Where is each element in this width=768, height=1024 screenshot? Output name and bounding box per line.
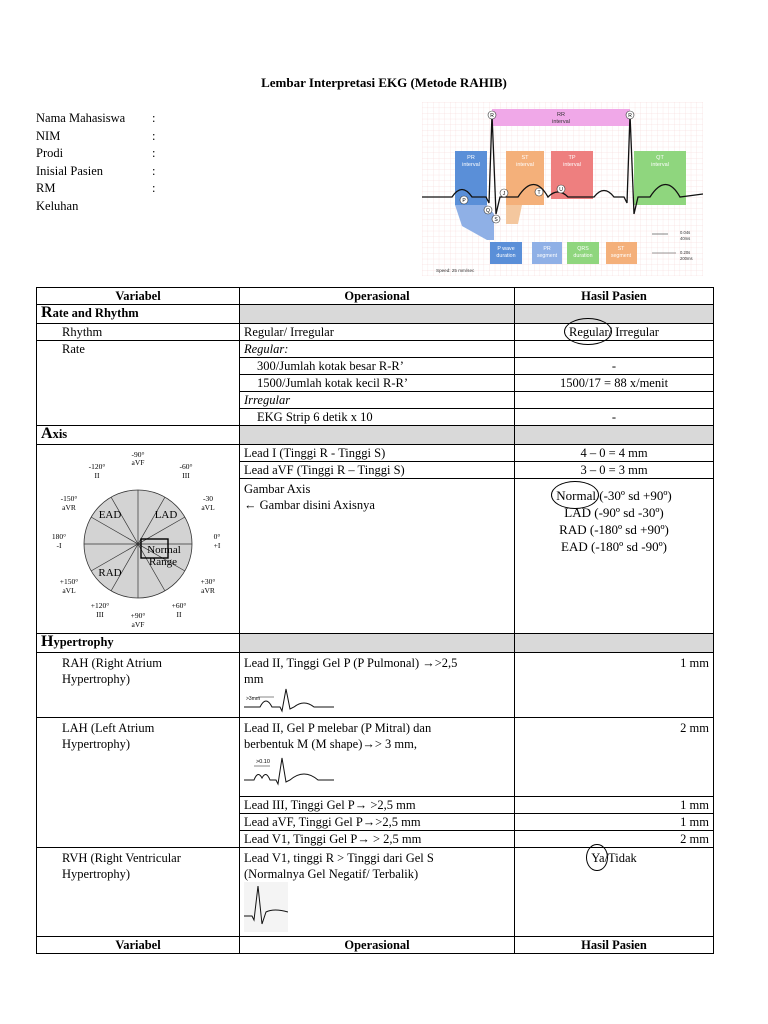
operational-cell bbox=[240, 848, 515, 937]
axis-tick-label: -90° bbox=[131, 450, 145, 459]
axis-tick-label: +120° bbox=[90, 601, 110, 610]
p-wave-label-2: duration bbox=[496, 253, 516, 259]
operational-cell bbox=[240, 653, 515, 718]
hexaxial-diagram bbox=[37, 445, 240, 629]
axis-tick-label: aVL bbox=[62, 586, 76, 595]
result-cell: - bbox=[515, 358, 714, 375]
axis-tick-label: +60° bbox=[171, 601, 187, 610]
operational-text: ← Gambar disini Axisnya bbox=[244, 498, 375, 512]
axis-tick-label: 0° bbox=[213, 532, 221, 541]
variable-line: Hypertrophy) bbox=[62, 672, 131, 686]
table-row bbox=[37, 653, 714, 718]
section-rest: xis bbox=[52, 427, 68, 441]
identity-label: Nama Mahasiswa bbox=[36, 111, 126, 125]
pr-label: PR bbox=[467, 155, 475, 161]
axis-tick-label: -60° bbox=[179, 462, 193, 471]
circled-answer: Ya bbox=[591, 851, 605, 865]
result-cell: 2 mm bbox=[515, 831, 714, 848]
result-text: /Tidak bbox=[604, 851, 637, 865]
result-line: RAD (-180º sd +90º) bbox=[559, 522, 669, 537]
u-wave-letter: U bbox=[559, 187, 563, 193]
circled-answer: Normal bbox=[556, 488, 596, 503]
result-line: EAD (-180º sd -90º) bbox=[561, 539, 667, 554]
operational-text: Lead V1, Tinggi Gel P→ > 2,5 mm bbox=[240, 831, 515, 848]
operational-text: Lead aVF (Tinggi R – Tinggi S) bbox=[240, 462, 515, 479]
axis-result-cell bbox=[515, 479, 714, 634]
t-wave-letter: T bbox=[537, 190, 541, 196]
result-text: (-30º sd +90º) bbox=[596, 488, 672, 503]
quadrant-label: RAD bbox=[98, 567, 122, 579]
variable-label bbox=[37, 718, 240, 848]
r-wave-label: R bbox=[490, 113, 494, 119]
pr-segment-label-2: segment bbox=[536, 253, 558, 259]
r-wave-label: R bbox=[628, 113, 632, 119]
section-title bbox=[37, 426, 240, 445]
quadrant-label: Range bbox=[148, 556, 178, 568]
result-cell: 1 mm bbox=[515, 653, 714, 718]
identity-colon: : bbox=[152, 146, 156, 160]
identity-colon: : bbox=[152, 163, 156, 178]
identity-row bbox=[36, 110, 164, 128]
section-cell bbox=[515, 426, 714, 445]
section-title bbox=[37, 634, 240, 653]
qt-label: QT bbox=[656, 155, 664, 161]
section-initial: R bbox=[41, 304, 53, 321]
section-rate-rhythm bbox=[37, 305, 714, 324]
result-line bbox=[519, 487, 709, 504]
section-hypertrophy bbox=[37, 634, 714, 653]
axis-tick-label: +I bbox=[213, 541, 221, 550]
result-cell: 4 – 0 = 4 mm bbox=[515, 445, 714, 462]
quadrant-label: LAD bbox=[154, 509, 178, 521]
result-cell: 1 mm bbox=[515, 797, 714, 814]
operational-text: Regular: bbox=[240, 341, 515, 358]
operational-cell bbox=[240, 718, 515, 797]
p-pulmonal-figure bbox=[244, 687, 334, 713]
variable-line: RVH (Right Ventricular bbox=[62, 851, 181, 865]
axis-tick-label: +150° bbox=[59, 577, 79, 586]
column-header: Operasional bbox=[240, 288, 515, 305]
quadrant-label: Normal bbox=[147, 544, 181, 556]
p-wave-label: P wave bbox=[497, 246, 515, 252]
variable-label bbox=[37, 848, 240, 937]
identity-row bbox=[36, 180, 164, 198]
section-initial: H bbox=[41, 633, 54, 650]
axis-tick-label: III bbox=[182, 471, 190, 480]
axis-tick-label: II bbox=[94, 471, 100, 480]
table-row bbox=[37, 341, 714, 358]
result-cell: - bbox=[515, 409, 714, 426]
section-cell bbox=[240, 634, 515, 653]
ekg-waveform-figure bbox=[422, 102, 703, 276]
identity-colon: : bbox=[152, 128, 156, 143]
rr-label: RR bbox=[557, 112, 565, 118]
operational-text: 1500/Jumlah kotak kecil R-R’ bbox=[240, 375, 515, 392]
axis-tick-label: -150° bbox=[60, 494, 78, 503]
section-title bbox=[37, 305, 240, 324]
variable-line: Hypertrophy) bbox=[62, 737, 131, 751]
operational-text: EKG Strip 6 detik x 10 bbox=[240, 409, 515, 426]
section-axis bbox=[37, 426, 714, 445]
tp-label: TP bbox=[568, 155, 576, 161]
figure-label: >0.10 bbox=[256, 759, 270, 765]
column-header: Variabel bbox=[37, 937, 240, 954]
operational-text: Lead II, Gel P melebar (P Mitral) dan bbox=[244, 721, 432, 735]
result-cell: 1 mm bbox=[515, 814, 714, 831]
operational-text: Lead aVF, Tinggi Gel P→>2,5 mm bbox=[240, 814, 515, 831]
st-segment-label: ST bbox=[617, 246, 625, 252]
result-cell: 2 mm bbox=[515, 718, 714, 797]
axis-tick-label: +90° bbox=[130, 611, 146, 620]
axis-tick-label: aVR bbox=[201, 586, 215, 595]
j-point-letter: J bbox=[502, 191, 506, 197]
operational-text: mm bbox=[244, 672, 264, 686]
variable-label bbox=[37, 653, 240, 718]
axis-tick-label: -120° bbox=[88, 462, 106, 471]
result-text: / Irregular bbox=[608, 325, 659, 339]
identity-label: Prodi bbox=[36, 146, 64, 160]
operational-text: berbentuk M (M shape)→> 3 mm, bbox=[244, 737, 417, 751]
variable-line: LAH (Left Atrium bbox=[62, 721, 155, 735]
qrs-label-2: duration bbox=[573, 253, 593, 259]
p-wave-letter: P bbox=[462, 198, 466, 204]
axis-tick-label: -30 bbox=[203, 494, 213, 503]
tp-label-2: interval bbox=[563, 162, 581, 168]
section-cell bbox=[515, 305, 714, 324]
result-cell: 1500/17 = 88 x/menit bbox=[515, 375, 714, 392]
figure-label: >3mm bbox=[246, 696, 261, 702]
result-cell bbox=[515, 392, 714, 409]
pr-segment-label: PR bbox=[543, 246, 551, 252]
axis-tick-label: -I bbox=[56, 541, 62, 550]
scale-label: 200ms bbox=[680, 256, 693, 261]
identity-row bbox=[36, 145, 164, 163]
identity-block bbox=[36, 110, 164, 215]
axis-tick-label: aVR bbox=[62, 503, 76, 512]
table-header-row bbox=[37, 288, 714, 305]
table-footer-header-row bbox=[37, 937, 714, 954]
column-header: Operasional bbox=[240, 937, 515, 954]
axis-tick-label: 180° bbox=[51, 532, 67, 541]
axis-diagram-cell bbox=[37, 445, 240, 634]
circled-answer: Regular bbox=[569, 325, 609, 339]
st-segment-label-2: segment bbox=[610, 253, 632, 259]
st-label: ST bbox=[521, 155, 529, 161]
identity-colon: : bbox=[152, 111, 156, 125]
operational-cell bbox=[240, 479, 515, 634]
section-cell bbox=[515, 634, 714, 653]
operational-text: (Normalnya Gel Negatif/ Terbalik) bbox=[244, 867, 419, 881]
axis-tick-label: II bbox=[176, 610, 182, 619]
p-mitral-figure bbox=[244, 752, 334, 788]
table-row bbox=[37, 445, 714, 462]
result-cell bbox=[515, 341, 714, 358]
result-line: LAD (-90º sd -30º) bbox=[564, 505, 664, 520]
interpretation-table bbox=[36, 287, 714, 954]
operational-text: Regular/ Irregular bbox=[240, 324, 515, 341]
column-header: Hasil Pasien bbox=[515, 288, 714, 305]
axis-tick-label: +30° bbox=[200, 577, 216, 586]
variable-label: Rate bbox=[37, 341, 240, 426]
section-rest: ate and Rhythm bbox=[52, 306, 139, 320]
qrs-label: QRS bbox=[577, 246, 589, 252]
section-cell bbox=[240, 305, 515, 324]
identity-row bbox=[36, 163, 164, 181]
axis-tick-label: III bbox=[96, 610, 104, 619]
q-wave-letter: Q bbox=[486, 208, 490, 214]
axis-tick-label: aVF bbox=[131, 620, 145, 629]
column-header: Variabel bbox=[37, 288, 240, 305]
identity-row bbox=[36, 128, 164, 146]
operational-text: Gambar Axis bbox=[244, 482, 311, 496]
rr-label-2: interval bbox=[552, 119, 570, 125]
qt-label-2: interval bbox=[651, 162, 669, 168]
axis-tick-label: aVF bbox=[131, 458, 145, 467]
operational-text: Lead V1, tinggi R > Tinggi dari Gel S bbox=[244, 851, 434, 865]
s-wave-letter: S bbox=[494, 217, 498, 223]
pr-label-2: interval bbox=[462, 162, 480, 168]
identity-label: Inisial Pasien bbox=[36, 163, 104, 178]
scale-label: 0.20s bbox=[680, 250, 691, 255]
variable-label: Rhythm bbox=[37, 324, 240, 341]
column-header: Hasil Pasien bbox=[515, 937, 714, 954]
variable-line: Hypertrophy) bbox=[62, 867, 131, 881]
identity-colon bbox=[152, 198, 164, 216]
variable-line: RAH (Right Atrium bbox=[62, 656, 163, 670]
operational-text: Lead III, Tinggi Gel P→ >2,5 mm bbox=[240, 797, 515, 814]
result-cell: 3 – 0 = 3 mm bbox=[515, 462, 714, 479]
scale-label: 0.04s bbox=[680, 230, 691, 235]
table-row bbox=[37, 324, 714, 341]
rvh-lead-v1-figure bbox=[244, 882, 288, 932]
identity-colon: : bbox=[152, 181, 156, 195]
page-title: Lembar Interpretasi EKG (Metode RAHIB) bbox=[261, 75, 507, 90]
result-cell bbox=[515, 324, 714, 341]
operational-text: Lead I (Tinggi R - Tinggi S) bbox=[240, 445, 515, 462]
operational-text: Lead II, Tinggi Gel P (P Pulmonal) →>2,5 bbox=[244, 656, 458, 670]
identity-label: NIM bbox=[36, 128, 61, 143]
scale-label: 40ms bbox=[680, 236, 691, 241]
identity-label: Keluhan bbox=[36, 198, 79, 213]
identity-row bbox=[36, 198, 164, 216]
table-row bbox=[37, 848, 714, 937]
st-label-2: interval bbox=[516, 162, 534, 168]
quadrant-label: EAD bbox=[98, 509, 122, 521]
axis-tick-label: aVL bbox=[201, 503, 215, 512]
operational-text: 300/Jumlah kotak besar R-R’ bbox=[240, 358, 515, 375]
section-initial: A bbox=[41, 425, 53, 442]
operational-text: Irregular bbox=[240, 392, 515, 409]
identity-label: RM bbox=[36, 181, 56, 195]
result-cell bbox=[515, 848, 714, 937]
section-rest: ypertrophy bbox=[53, 635, 114, 649]
table-row bbox=[37, 718, 714, 797]
section-cell bbox=[240, 426, 515, 445]
speed-label: Speed: 25 mm/sec bbox=[436, 268, 475, 273]
